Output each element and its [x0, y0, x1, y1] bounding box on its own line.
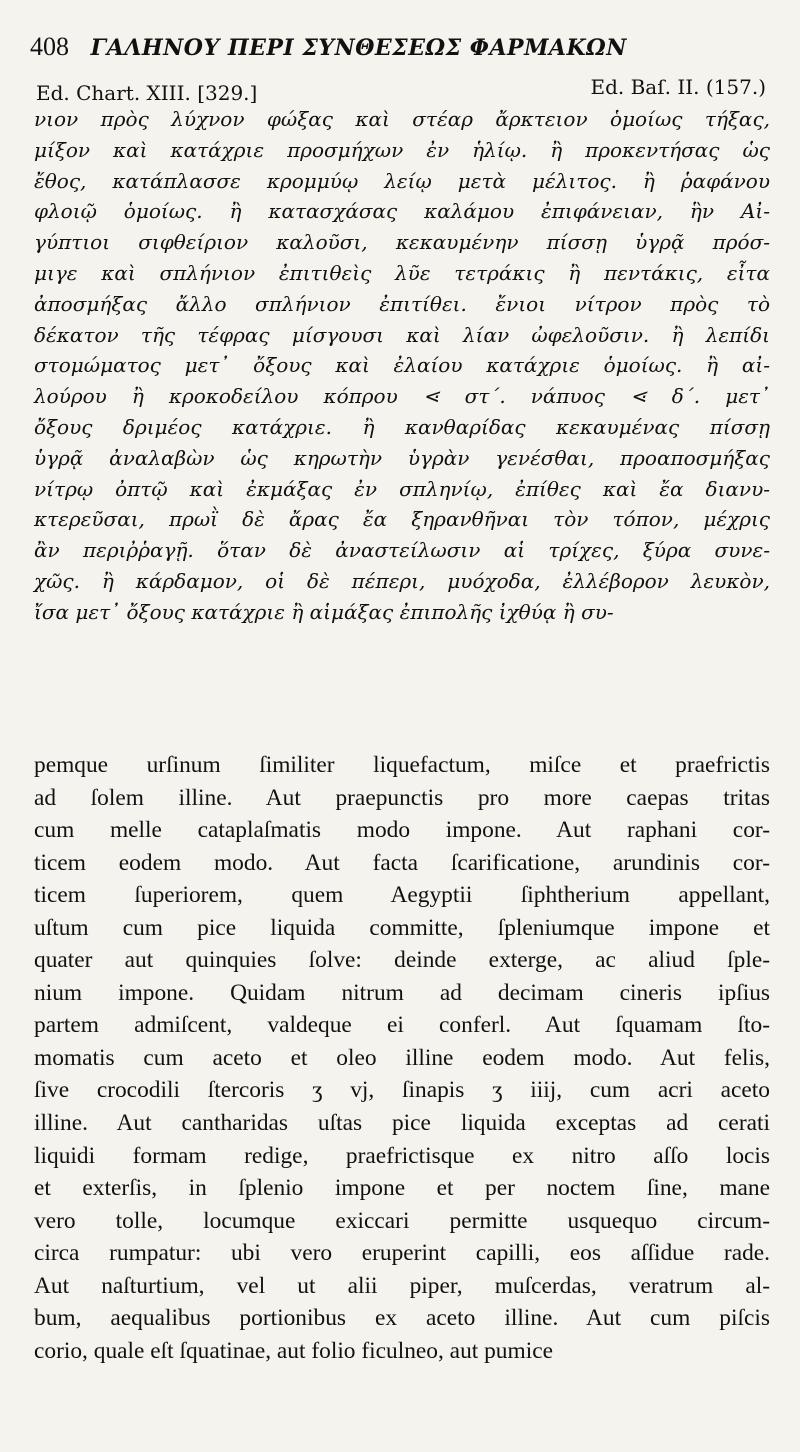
latin-line: pemque urſinum ſimiliter liquefactum, miſce et praefrictis	[34, 752, 770, 778]
greek-line: ὑγρᾷ ἀναλαβὼν ὡς κηρωτὴν ὑγρὰν γενέσθαι, προαποσμήξας	[34, 445, 770, 470]
latin-text-block	[34, 749, 770, 1367]
latin-line: bum, aequalibus portionibus ex aceto illine. Aut cum piſcis	[34, 1305, 770, 1332]
greek-line: χῶς. ἢ κάρδαμον, οἱ δὲ πέπερι, μυόχοδα, ἐλλέβορον λευκὸν,	[34, 568, 770, 593]
edition-reference-right: Ed. Baſ. II. (157.)	[590, 75, 766, 99]
greek-line: ἂν περιῤῥαγῇ. ὅταν δὲ ἀναστείλωσιν αἱ τρίχες, ξύρα συνε-	[34, 538, 770, 563]
greek-line: ἀποσμήξας ἄλλο σπλήνιον ἐπιτίθει. ἔνιοι νίτρον πρὸς τὸ	[34, 291, 770, 316]
page-number: 408	[30, 32, 69, 61]
latin-line: circa rumpatur: ubi vero eruperint capilli, eos aſſidue rade.	[34, 1240, 770, 1267]
latin-line: nium impone. Quidam nitrum ad decimam cineris ipſius	[34, 979, 770, 1006]
latin-line: ticem eodem modo. Aut facta ſcarificatione, arundinis cor-	[34, 849, 770, 876]
greek-line: φλοιῷ ὁμοίως. ἢ κατασχάσας καλάμου ἐπιφάνειαν, ἣν Αἰ-	[34, 199, 770, 224]
latin-line: liquidi formam redige, praefrictisque ex nitro aſſo locis	[34, 1142, 770, 1169]
latin-line: cum melle cataplaſmatis modo impone. Aut raphani cor-	[34, 817, 770, 844]
running-title: ΓΑΛΗΝΟΥ ΠΕΡΙ ΣΥΝΘΕΣΕΩΣ ΦΑΡΜΑΚΩΝ	[90, 35, 627, 61]
greek-line: δέκατον τῆς τέφρας μίσγουσι καὶ λίαν ὠφελοῦσιν. ἢ λεπίδι	[34, 322, 770, 347]
latin-line: momatis cum aceto et oleo illine eodem modo. Aut felis,	[34, 1044, 770, 1071]
greek-line: νίτρῳ ὀπτῷ καὶ ἐκμάξας ἐν σπληνίῳ, ἐπίθες καὶ ἔα διανυ-	[34, 476, 770, 501]
running-head	[30, 32, 775, 63]
greek-line: ἴσα μετ᾽ ὄξους κατάχριε ἢ αἱμάξας ἐπιπολῆς ἰχθύᾳ ἢ συ-	[34, 599, 614, 624]
greek-line: νιον πρὸς λύχνον φώξας καὶ στέαρ ἄρκτειον ὁμοίως τήξας,	[34, 107, 770, 131]
edition-reference-left: Ed. Chart. XIII. [329.]	[36, 81, 258, 105]
latin-line: uſtum cum pice liquida committe, ſpleniumque impone et	[34, 914, 770, 941]
greek-line: στομώματος μετ᾽ ὄξους καὶ ἐλαίου κατάχριε ὁμοίως. ἢ αἰ-	[34, 353, 770, 378]
latin-line: ad ſolem illine. Aut praepunctis pro more caepas tritas	[34, 784, 770, 811]
latin-line: et exterſis, in ſplenio impone et per noctem ſine, mane	[34, 1175, 770, 1202]
latin-line: partem admiſcent, valdeque ei conferl. Aut ſquamam ſto-	[34, 1012, 770, 1039]
latin-line: quater aut quinquies ſolve: deinde exterge, ac aliud ſple-	[34, 947, 770, 974]
greek-line: ὄξους δριμέος κατάχριε. ἢ κανθαρίδας κεκαυμένας πίσσῃ	[34, 414, 770, 439]
greek-line: κτερεῦσαι, πρωῒ δὲ ἄρας ἔα ξηρανθῆναι τὸν τόπον, μέχρις	[34, 507, 770, 532]
latin-line: illine. Aut cantharidas uſtas pice liquida exceptas ad cerati	[34, 1110, 770, 1137]
latin-line: corio, quale eſt ſquatinae, aut folio ficulneo, aut pumice	[34, 1337, 553, 1364]
latin-line: ſive crocodili ſtercoris ʒ vj, ſinapis ʒ iiij, cum acri aceto	[34, 1077, 770, 1104]
greek-line: ἔθος, κατάπλασσε κρομμύῳ λείῳ μετὰ μέλιτος. ἢ ῥαφάνου	[34, 168, 770, 193]
greek-line: μιγε καὶ σπλήνιον ἐπιτιθεὶς λῦε τετράκις ἢ πεντάκις, εἶτα	[34, 260, 770, 285]
greek-line: γύπτιοι σιφθείριον καλοῦσι, κεκαυμένην πίσσῃ ὑγρᾷ πρόσ-	[34, 230, 770, 255]
latin-line: ticem ſuperiorem, quem Aegyptii ſiphtherium appellant,	[34, 882, 770, 909]
greek-text-block	[34, 104, 770, 628]
greek-line: μίξον καὶ κατάχριε προσμήχων ἐν ἡλίῳ. ἢ προκεντήσας ὡς	[34, 137, 770, 162]
latin-line: Aut naſturtium, vel ut alii piper, muſcerdas, veratrum al-	[34, 1272, 770, 1299]
greek-line: λούρου ἢ κροκοδείλου κόπρου ⋖ στ΄. νάπυος ⋖ δ΄. μετ᾽	[34, 384, 770, 409]
latin-line: vero tolle, locumque exiccari permitte usquequo circum-	[34, 1207, 770, 1234]
